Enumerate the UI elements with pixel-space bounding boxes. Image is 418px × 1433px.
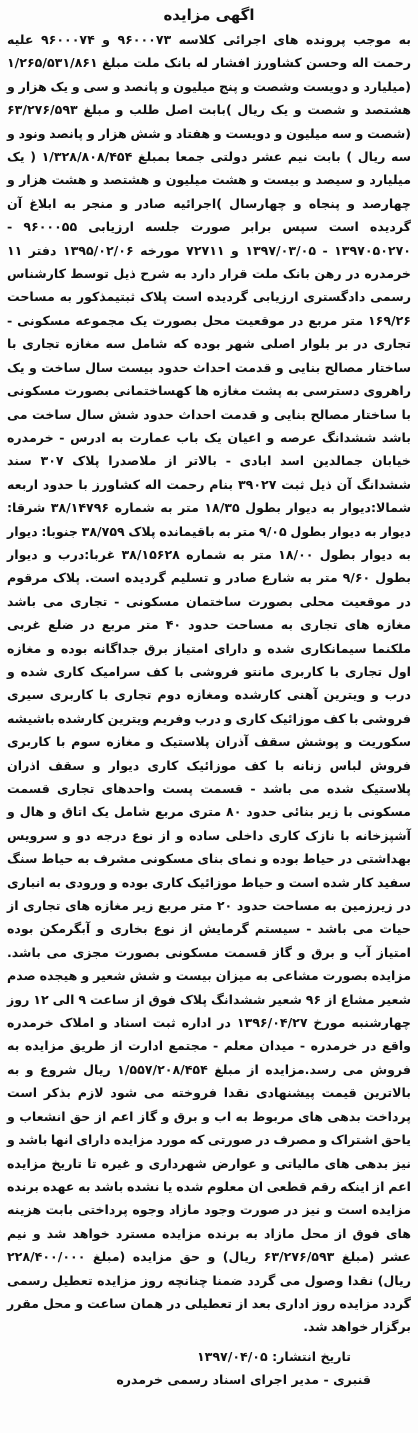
signature-line: قنبری - مدیر اجرای اسناد رسمی خرمدره — [116, 1371, 371, 1387]
notice-title: اگهی مزایده — [163, 6, 255, 24]
publish-date: تاریخ انتشار: ۱۳۹۷/۰۴/۰۵ — [196, 1348, 351, 1364]
notice-footer — [7, 1345, 411, 1391]
notice-body: به موجب پرونده های اجرائی کلاسه ۹۶۰۰۰۷۳ و ۹۶۰۰۰۷۴ علیه رحمت اله وحسن کشاورز افشار له بانک ملت مبلغ ۱/۲۶۵/۵۳۱/۸۶۱ (میلیارد و دویست وشصت و پنج میلیون و پانصد و سی و یک هزار و هشتصد و شصت و یک ریال )بابت اصل طلب و مبلغ ۶۳/۲۷۶/۵۹۳ (شصت و سه میلیون و دویست و هفتاد و شش هزار و پانصد ونود و سه ریال ) بابت نیم عشر دولتی جمعا بمبلغ ۱/۳۲۸/۸۰۸/۴۵۴ ( یک میلیارد و سیصد و بیست و هشت میلیون و هشتصد و هشت هزار و چهارصد و پنجاه و چهارسال )اجرائیه صادر و منجر به ابلاغ آن گردیده است سپس برابر صورت جلسه ارزیابی ۹۶۰۰۰۵۵ - ۱۳۹۷۰۵۰۲۷۰ - ۱۳۹۷/۰۳/۰۵ و ۷۲۷۱۱ مورخه ۱۳۹۵/۰۲/۰۶ دفتر ۱۱ خرمدره در رهن بانک ملت قرار دارد به شرح ذیل توسط کارشناس رسمی دادگستری ارزیابی گردیده است پلاک ثبتیمذکور به مساحت ۱۶۹/۲۶ متر مربع در موقعیت محل بصورت یک مجموعه مسکونی - تجاری در بر بلوار اصلی شهر بوده که شامل سه مغازه تجاری با ساختار مصالح بنایی و قدمت احداث حدود بیست سال ساخت و یک راهروی دسترسی به پشت مغازه ها کهساختمانی بصورت مسکونی با ساختار مصالح بنایی و قدمت احداث حدود شش سال ساخت می باشد ششدانگ عرصه و اعیان یک باب عمارت به ادرس - خرمدره خیابان جمالدین اسد ابادی - بالاتر از ملاصدرا پلاک ۳۰۷ سند ششدانگ آن ذیل ثبت ۳۹۰۲۷ بنام رحمت اله کشاورز با حدود اربعه شمالا:دیوار به دیوار بطول ۱۸/۳۵ متر به شماره ۳۸/۱۴۷۹۶ شرقا: دیوار به دیوار بطول ۹/۰۵ متر به باقیمانده پلاک ۳۸/۷۵۹ جنوبا: دیوار به دیوار بطول ۱۸/۰۰ متر به شماره ۳۸/۱۵۶۲۸ غربا:درب و دیوار بطول ۹/۶۰ متر به شارع صادر و تسلیم گردیده است. پلاک مرقوم در موقعیت محلی بصورت ساختمان مسکونی - تجاری می باشد مغازه های تجاری به مساحت حدود ۴۰ متر مربع در ضلع غربی ملکنما سیمانکاری شده و دارای امتیاز برق جداگانه بوده و مغازه اول تجاری با کاربری مانتو فروشی با کف سرامیک کاری شده و درب و ویترین آهنی کارشده ومغازه دوم تجاری با کاربری سیری فروشی با کف موزائیک کاری و درب وفریم ویترین کارشده باشیشه سکوریت و پوشش سقف آذران پلاستیک و مغازه سوم با کاربری فروش لباس زنانه با کف موزائیک کاری دیوار و سقف اذران پلاستیک شده می باشد - قسمت پست واحدهای تجاری قسمت مسکونی با زیر بنائی حدود ۸۰ متری مربع شامل یک اتاق و هال و آشپزخانه با نازک کاری داخلی ساده و از نوع درجه دو و سرویس بهداشتی در حیاط بوده و نمای بنای مسکونی مشرف به حیاط سنگ سفید کار شده است و حیاط موزائیک کاری بوده و ورودی به انباری در زیرزمین به مساحت حدود ۲۰ متر مربع زیر مغازه های تجاری از حیات می باشد - سیستم گرمایش از نوع بخاری و آبگرمکن بوده امتیاز آب و برق و گاز قسمت مسکونی بصورت مجزی می باشد. مزایده بصورت مشاعی به میزان بیست و شش شعیر و هیجده صدم شعیر مشاع از ۹۶ شعیر ششدانگ پلاک فوق از ساعت ۹ الی ۱۲ روز چهارشنبه مورخ ۱۳۹۶/۰۴/۲۷ در اداره ثبت اسناد و املاک خرمدره واقع در خرمدره - میدان معلم - مجتمع ادارت از طریق مزایده به فروش می رسد.مزایده از مبلغ ۱/۵۵۷/۲۰۸/۴۵۴ ریال شروع و به بالاترین قیمت پیشنهادی نقدا فروخته می شود لازم بذکر است پرداخت بدهی های مربوط به اب و برق و گاز اعم از حق انشعاب و یاحق اشتراک و مصرف در صورتی که مورد مزایده دارای انها باشد و نیز بدهی های مالیاتی و عوارض شهرداری و غیره تا تاریخ مزایده اعم از اینکه رقم قطعی ان معلوم شده یا نشده باشد به عهده برنده مزایده است و نیز در صورت وجود مازاد وجوه پرداختی بابت هزینه های فوق از محل مازاد به برنده مزایده مسترد خواهد شد و نیم عشر (مبلغ ۶۳/۲۷۶/۵۹۳ ریال) و حق مزایده (مبلغ ۲۲۸/۴۰۰/۰۰۰ ریال) نقدا وصول می گردد ضمنا چنانچه روز مزایده تعطیل رسمی گردد مزایده روز اداری بعد از تعطیلی در همان ساعت و محل مقرر برگزار خواهد شد. — [7, 32, 412, 1335]
